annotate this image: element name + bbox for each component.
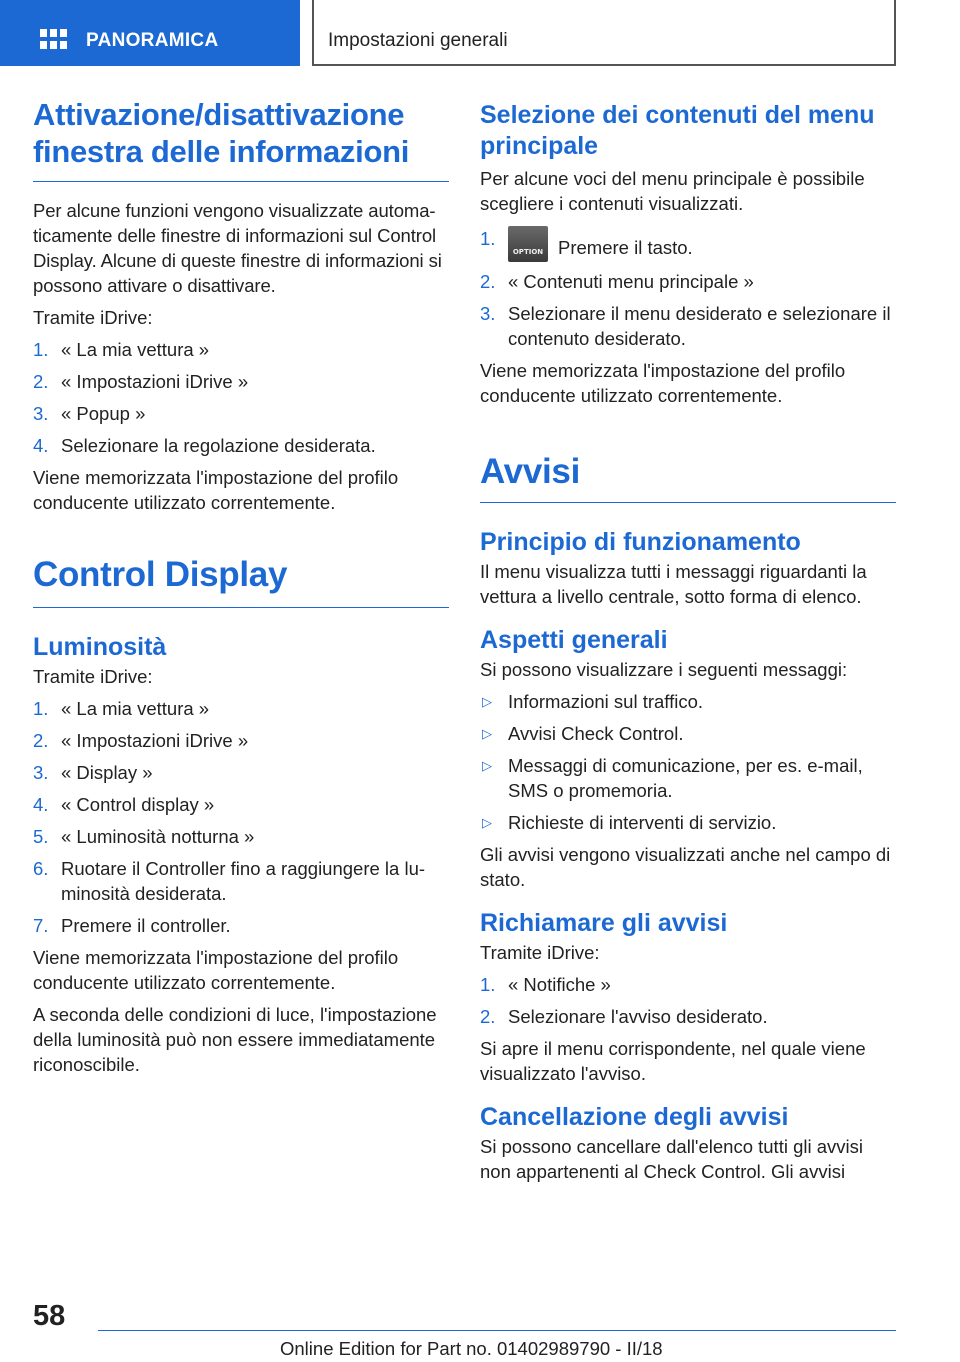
cancellazione-heading: Cancellazione degli avvisi (480, 1103, 789, 1131)
list-item: 1. OPTION Premere il tasto. (480, 226, 896, 262)
list-item: ▷ Richieste di interventi di servizio. (482, 812, 777, 833)
footer-rule (98, 1330, 896, 1331)
breadcrumb[interactable]: Impostazioni generali (328, 30, 508, 51)
heading-rule (33, 181, 449, 182)
control-display-heading: Control Display (33, 555, 288, 594)
right-column (480, 100, 896, 1184)
list-item: ▷ Avvisi Check Control. (482, 723, 684, 744)
saved-note: Viene memorizzata l'impostazione del profilo conducente utilizzato correntemente. (33, 947, 399, 993)
page-number: 58 (33, 1300, 66, 1332)
list-item: 6. Ruotare il Controller fino a raggiungere la luminosità desiderata. (33, 858, 426, 904)
aspetti-heading: Aspetti generali (480, 626, 668, 654)
list-item: 2. « Contenuti menu principale » (480, 271, 754, 292)
section-rule (480, 502, 896, 503)
info-window-intro: Per alcune funzioni vengono visualizzate automaticamente delle finestre di informazioni sul Control Display. Alcune di queste finestre di informazioni si possono attivare o disattivare. (33, 200, 442, 296)
richiamare-outro: Si apre il menu corrispondente, nel quale viene visualizzato l'avviso. (480, 1038, 866, 1084)
list-item: 2. « Impostazioni iDrive » (33, 371, 249, 392)
list-item: 4. Selezionare la regolazione desiderata. (33, 435, 376, 456)
saved-note: Viene memorizzata l'impostazione del profilo conducente utilizzato correntemente. (480, 360, 846, 406)
list-item: 3. « Popup » (33, 403, 146, 424)
triangle-bullet-icon: ▷ (482, 815, 492, 830)
list-item: 3. Selezionare il menu desiderato e selezionare il contenuto desiderato. (480, 303, 891, 349)
list-item: 1. « La mia vettura » (33, 339, 210, 360)
list-item: 1. « La mia vettura » (33, 698, 210, 719)
edition-text: Online Edition for Part no. 01402989790 - II/18 (280, 1338, 663, 1359)
top-bar (0, 0, 960, 66)
list-item: 5. « Luminosità notturna » (33, 826, 255, 847)
list-item: 3. « Display » (33, 762, 153, 783)
main-menu-heading: Selezione dei contenuti del menu principale (480, 101, 875, 160)
avvisi-heading: Avvisi (480, 452, 581, 491)
triangle-bullet-icon: ▷ (482, 758, 492, 773)
brightness-heading: Luminosità (33, 633, 167, 661)
via-idrive-label: Tramite iDrive: (33, 307, 153, 328)
list-item: 7. Premere il controller. (33, 915, 231, 936)
info-window-heading: Attivazione/disattivazione finestra delle informazioni (33, 97, 410, 169)
aspetti-intro: Si possono visualizzare i seguenti messaggi: (480, 659, 848, 680)
message-types-list (480, 689, 896, 835)
page-footer (0, 1290, 960, 1362)
main-menu-intro: Per alcune voci del menu principale è possibile scegliere i contenuti visualizzati. (480, 168, 865, 214)
principio-heading: Principio di funzionamento (480, 528, 801, 556)
triangle-bullet-icon: ▷ (482, 694, 492, 709)
list-item: 1. « Notifiche » (480, 974, 611, 995)
brightness-note: A seconda delle condizioni di luce, l'impostazione della luminosità può non essere immediatamente riconoscibile. (33, 1004, 437, 1075)
triangle-bullet-icon: ▷ (482, 726, 492, 741)
overview-nav-label: PANORAMICA (86, 30, 219, 51)
saved-note: Viene memorizzata l'impostazione del profilo conducente utilizzato correntemente. (33, 467, 399, 513)
list-item: ▷ Informazioni sul traffico. (482, 691, 704, 712)
left-column (33, 96, 449, 1077)
list-item: 2. Selezionare l'avviso desiderato. (480, 1006, 768, 1027)
aspetti-outro: Gli avvisi vengono visualizzati anche nel campo di stato. (480, 844, 891, 890)
brightness-steps (33, 696, 449, 938)
main-menu-steps (480, 226, 896, 351)
info-window-steps (33, 337, 449, 458)
option-key-icon: OPTION (508, 226, 548, 262)
overview-nav-tab[interactable] (0, 0, 300, 66)
richiamare-steps (480, 972, 896, 1029)
cancellazione-text: Si possono cancellare dall'elenco tutti gli avvisi non appartenenti al Check Control. Gli avvisi (480, 1136, 863, 1182)
via-idrive-label: Tramite iDrive: (33, 666, 153, 687)
principio-text: Il menu visualizza tutti i messaggi riguardanti la vettura a livello centrale, sotto forma di elenco. (480, 561, 867, 607)
list-item: ▷ Messaggi di comunicazione, per es. e-mail, SMS o promemoria. (482, 755, 863, 801)
grid-menu-icon (40, 29, 66, 51)
list-item: 2. « Impostazioni iDrive » (33, 730, 249, 751)
breadcrumb-box (312, 0, 896, 66)
richiamare-heading: Richiamare gli avvisi (480, 909, 728, 937)
list-item: 4. « Control display » (33, 794, 215, 815)
section-rule (33, 607, 449, 608)
via-idrive-label: Tramite iDrive: (480, 942, 600, 963)
